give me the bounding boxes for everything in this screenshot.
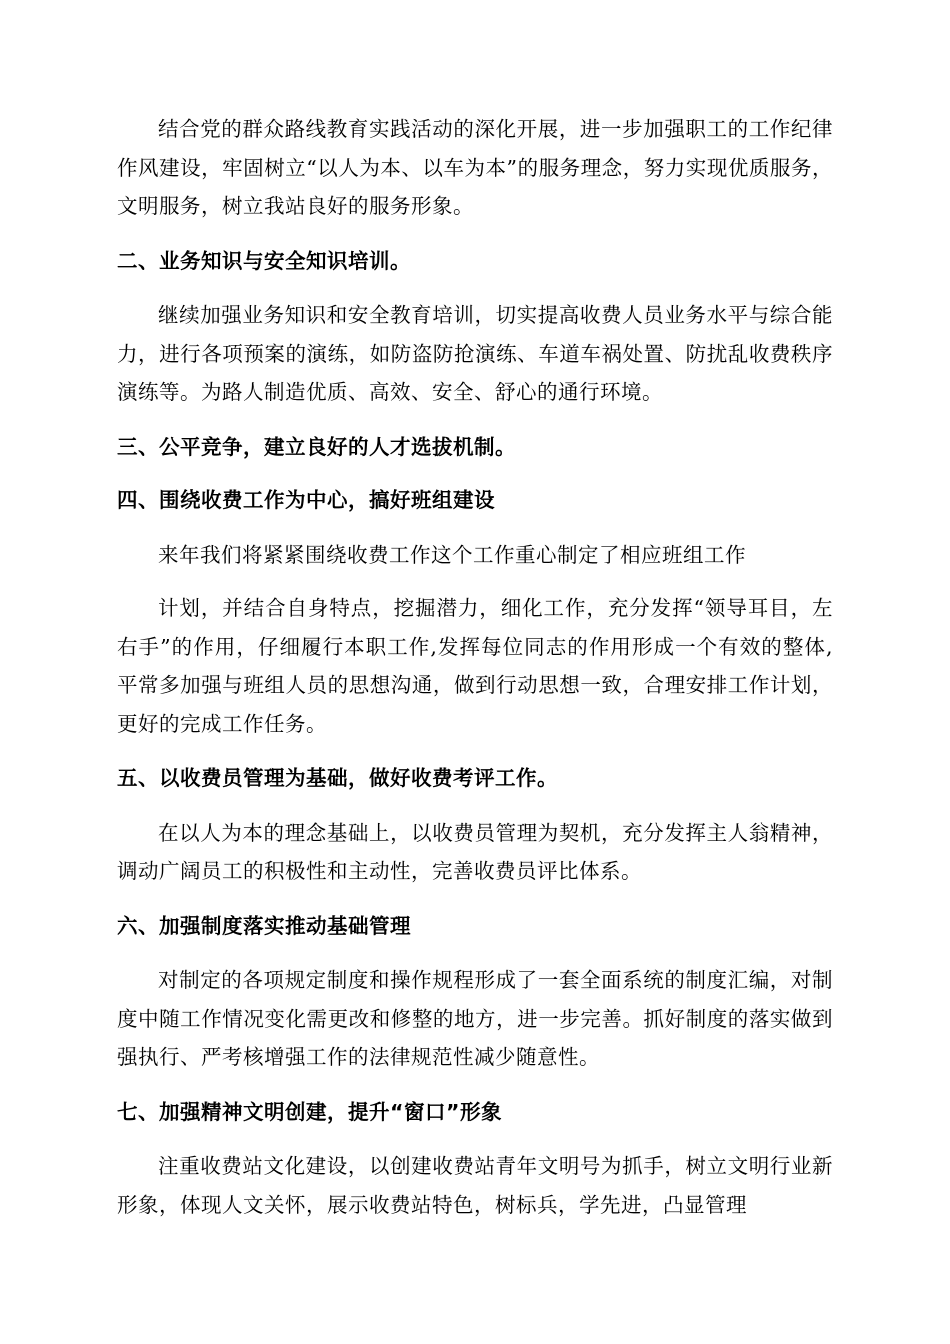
paragraph-system-management: 对制定的各项规定制度和操作规程形成了一套全面系统的制度汇编，对制度中随工作情况变化需更改和修整的地方，进一步完善。抓好制度的落实做到强执行、严考核增强工作的法律规范性减少随意性。 — [117, 968, 833, 1069]
heading-evaluation: 五、以收费员管理为基础，做好收费考评工作。 — [117, 766, 558, 790]
heading-fair-competition: 三、公平竞争，建立良好的人才选拔机制。 — [117, 434, 516, 459]
paragraph-civilization: 注重收费站文化建设，以创建收费站青年文明号为抓手，树立文明行业新形象，体现人文关怀，展示收费站特色，树标兵，学先进，凸显管理 — [117, 1154, 833, 1217]
paragraph-training: 继续加强业务知识和安全教育培训，切实提高收费人员业务水平与综合能力，进行各项预案的演练，如防盗防抢演练、车道车祸处置、防扰乱收费秩序演练等。为路人制造优质、高效、安全、舒心的通行环境。 — [117, 303, 833, 404]
heading-team-building: 四、围绕收费工作为中心，搞好班组建设 — [117, 488, 495, 512]
paragraph-team-building-2: 计划，并结合自身特点，挖掘潜力，细化工作，充分发挥“领导耳目，左右手”的作用，仔细履行本职工作,发挥每位同志的作用形成一个有效的整体,平常多加强与班组人员的思想沟通，做到行动思想一致，合理安排工作计划，更好的完成工作任务。 — [117, 596, 833, 736]
paragraph-evaluation: 在以人为本的理念基础上，以收费员管理为契机，充分发挥主人翁精神，调动广阔员工的积极性和主动性，完善收费员评比体系。 — [117, 820, 833, 883]
paragraph-team-building-1: 来年我们将紧紧围绕收费工作这个工作重心制定了相应班组工作 — [158, 542, 746, 567]
document-body — [117, 110, 833, 1224]
heading-system-management: 六、加强制度落实推动基础管理 — [117, 913, 411, 938]
paragraph-service-image: 结合党的群众路线教育实践活动的深化开展，进一步加强职工的工作纪律作风建设，牢固树立“以人为本、以车为本”的服务理念，努力实现优质服务，文明服务，树立我站良好的服务形象。 — [117, 117, 833, 218]
heading-civilization: 七、加强精神文明创建，提升“窗口”形象 — [117, 1099, 502, 1124]
heading-training: 二、业务知识与安全知识培训。 — [117, 248, 411, 273]
